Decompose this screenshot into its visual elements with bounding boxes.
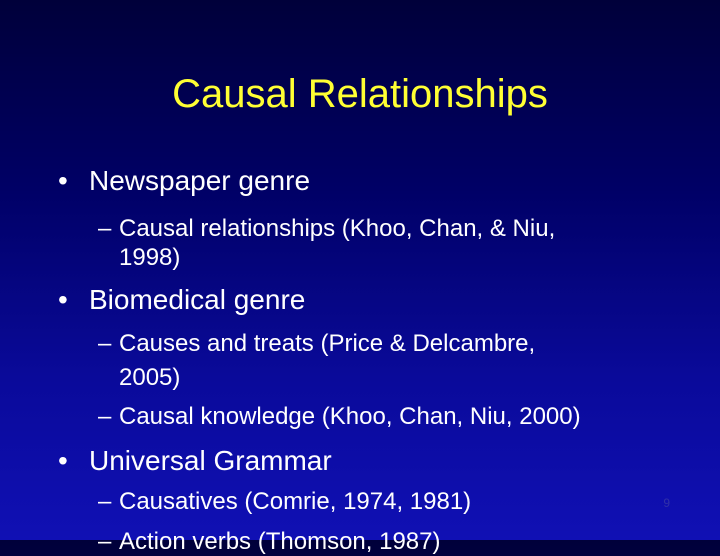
subitem-marker: – [98,488,112,515]
subitem-line-2: 2005) [119,364,181,391]
subitem-marker: – [98,330,112,357]
bullet-marker: • [58,165,68,196]
bullet-text: Newspaper genre [89,165,311,196]
subitem-marker: – [98,528,112,555]
subitem-line-1: Causal knowledge (Khoo, Chan, Niu, 2000) [119,403,581,430]
subitem-marker: – [98,403,112,430]
subitem-marker: – [98,215,112,242]
bullet-text: Biomedical genre [89,284,306,315]
slide-title: Causal Relationships [172,72,548,116]
subitem-line-1: Causes and treats (Price & Delcambre, [119,330,536,357]
bullet-text: Universal Grammar [89,445,332,476]
subitem-line-1: Causal relationships (Khoo, Chan, & Niu, [119,215,556,242]
subitem-line-1: Causatives (Comrie, 1974, 1981) [119,488,472,515]
bullet-marker: • [58,284,68,315]
subitem-line-2: 1998) [119,244,181,271]
bullet-marker: • [58,445,68,476]
subitem-line-1: Action verbs (Thomson, 1987) [119,528,441,555]
slide-number: 9 [663,496,670,510]
